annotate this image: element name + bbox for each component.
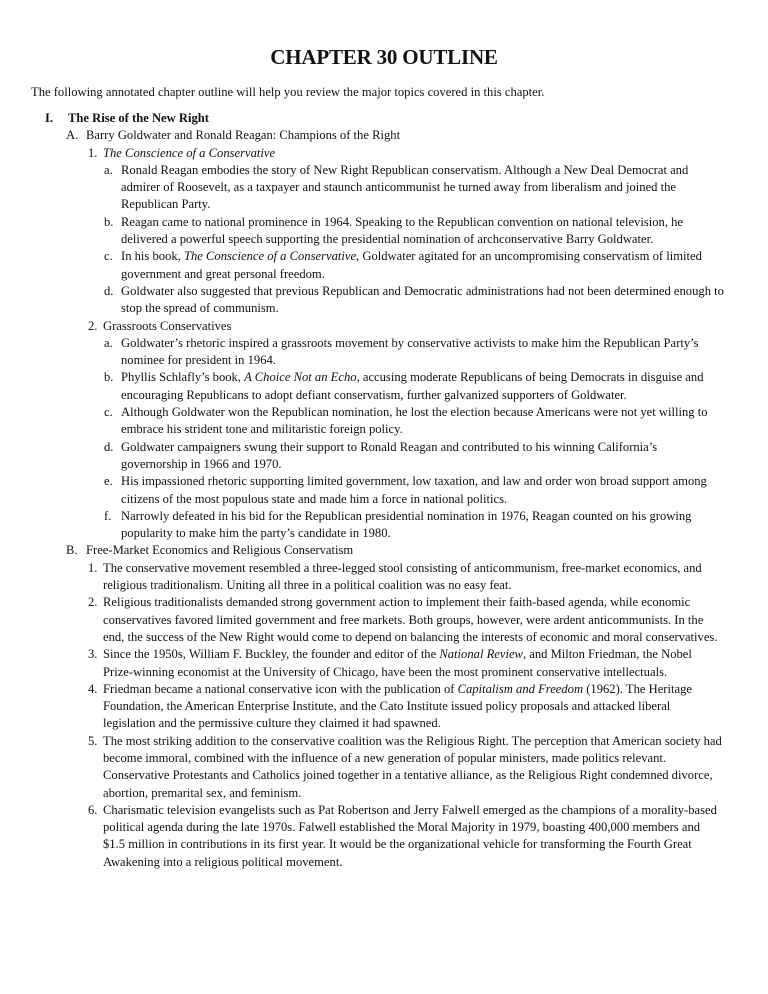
book-title: A Choice Not an Echo: [244, 370, 357, 385]
point-marker: b.: [104, 214, 114, 229]
point-marker: d.: [104, 439, 114, 454]
publication-title: National Review: [439, 647, 523, 662]
outline-point: [0, 248, 726, 283]
point-marker: 2.: [88, 595, 98, 610]
point-text: Although Goldwater won the Republican nomination, he lost the election because Americans were not yet willing to embrace his strident tone and militaristic foreign policy.: [121, 405, 708, 437]
point-marker: c.: [104, 249, 113, 264]
outline-point: [0, 283, 726, 318]
topic-marker: 1.: [88, 145, 98, 160]
outline-point: [0, 733, 723, 802]
point-marker: a.: [104, 335, 113, 350]
point-text: Goldwater’s rhetoric inspired a grassroots movement by conservative activists to make him the Republican Party’s nominee for president in 1964.: [121, 335, 699, 368]
topic-heading: [0, 318, 723, 335]
topic-heading: [0, 145, 723, 162]
section-title: The Rise of the New Right: [68, 111, 209, 125]
chapter-outline: [0, 110, 768, 871]
point-text: , and Milton Friedman, the Nobel Prize-winning economist at the University of Chicago, have been the most prominent conservative intellectuals.: [103, 647, 692, 679]
intro-paragraph: The following annotated chapter outline will help you review the major topics covered in this chapter.: [31, 85, 545, 99]
point-marker: 1.: [88, 560, 98, 575]
outline-point: [0, 335, 726, 370]
point-text: The conservative movement resembled a three-legged stool consisting of anticommunism, free-market economics, and religious traditionalism. Uniting all three in a political coalition was no easy feat.: [103, 560, 702, 593]
book-title: The Conscience of a Conservative: [183, 249, 357, 264]
outline-point: [0, 802, 723, 871]
point-marker: f.: [104, 508, 112, 523]
subsection-heading-a: [0, 127, 768, 144]
point-marker: c.: [104, 405, 113, 420]
point-text: Phyllis Schlafly’s book,: [121, 370, 245, 385]
topic-title: Grassroots Conservatives: [103, 318, 232, 333]
outline-point: [0, 404, 726, 439]
outline-point: [0, 646, 723, 681]
section-marker: I.: [45, 111, 54, 125]
point-text: Reagan came to national prominence in 1964. Speaking to the Republican convention on national television, he delivered a powerful speech supporting the presidential nomination of archconservative Barry Goldwater.: [121, 214, 684, 247]
subsection-heading-b: [0, 542, 768, 559]
point-text: Religious traditionalists demanded strong government action to implement their faith-based agenda, while economic conservatives favored limited government and free markets. Both groups, however, were ardent anticommunists. In the end, the success of the New Right would come to depend on balancing the interests of economic and moral conservatives.: [103, 595, 718, 644]
point-marker: d.: [104, 283, 114, 298]
outline-point: [0, 162, 726, 214]
subsection-marker: A.: [66, 128, 79, 143]
outline-point: [0, 560, 723, 595]
subsection-title: Barry Goldwater and Ronald Reagan: Champions of the Right: [86, 128, 401, 143]
outline-point: [0, 594, 723, 646]
point-text: Goldwater also suggested that previous Republican and Democratic administrations had not been determined enough to stop the spread of communism.: [121, 283, 724, 316]
point-text: Friedman became a national conservative icon with the publication of: [103, 681, 458, 696]
point-marker: e.: [104, 474, 113, 489]
outline-point: [0, 369, 726, 404]
topic-title: The Conscience of a Conservative: [103, 145, 276, 160]
outline-point: [0, 681, 723, 733]
point-marker: b.: [104, 370, 114, 385]
point-text: His impassioned rhetoric supporting limited government, low taxation, and law and order won broad support among citizens of the most populous state and made him a force in national politics.: [121, 474, 707, 506]
point-marker: 3.: [88, 647, 98, 662]
outline-point: [0, 508, 726, 543]
subsection-marker: B.: [66, 543, 78, 558]
book-title: Capitalism and Freedom: [457, 681, 584, 696]
point-text: Charismatic television evangelists such as Pat Robertson and Jerry Falwell emerged as the champions of a morality-based political agenda during the late 1970s. Falwell established the Moral Majority in 1979, boasting 400,000 members and $1.5 million in contributions in its first year. It would be the organizational vehicle for transforming the Fourth Great Awakening into a religious political movement.: [103, 802, 717, 869]
page-title: CHAPTER 30 OUTLINE: [270, 45, 498, 69]
section-heading: [0, 110, 768, 127]
subsection-title: Free-Market Economics and Religious Conservatism: [86, 543, 354, 558]
topic-marker: 2.: [88, 318, 98, 333]
point-text: , Goldwater agitated for an uncompromising conservatism of limited government and great personal freedom.: [121, 249, 702, 281]
outline-point: [0, 473, 726, 508]
point-text: Goldwater campaigners swung their support to Ronald Reagan and contributed to his winning California’s governorship in 1966 and 1970.: [121, 439, 658, 471]
point-marker: a.: [104, 162, 113, 177]
point-text: In his book,: [121, 249, 184, 264]
point-marker: 4.: [88, 681, 98, 696]
point-marker: 5.: [88, 733, 98, 748]
point-text: Ronald Reagan embodies the story of New Right Republican conservatism. Although a New Deal Democrat and admirer of Roosevelt, as a taxpayer and staunch anticommunist he turned away from liberalism and joined the Republican Party.: [121, 162, 689, 212]
point-text: The most striking addition to the conservative coalition was the Religious Right. The perception that American society had become immoral, combined with the influence of a new generation of popular ministers, made politics relevant. Conservative Protestants and Catholics joined together in a tentative alliance, as the Religious Right condemned divorce, abortion, premarital sex, and feminism.: [103, 733, 722, 800]
point-text: Since the 1950s, William F. Buckley, the founder and editor of the: [103, 647, 440, 662]
point-text: Narrowly defeated in his bid for the Republican presidential nomination in 1976, Reagan counted on his growing popularity to make him the party’s candidate in 1980.: [121, 508, 692, 541]
point-marker: 6.: [88, 802, 98, 817]
outline-point: [0, 439, 726, 474]
outline-point: [0, 214, 726, 249]
point-text: (1962). The Heritage Foundation, the American Enterprise Institute, and the Cato Institute issued policy proposals and attacked liberal legislation and the permissive culture they claimed it had spawned.: [103, 681, 692, 731]
point-text: , accusing moderate Republicans of being Democrats in disguise and encouraging Republicans to adopt defiant conservatism, further galvanized supporters of Goldwater.: [121, 370, 704, 402]
